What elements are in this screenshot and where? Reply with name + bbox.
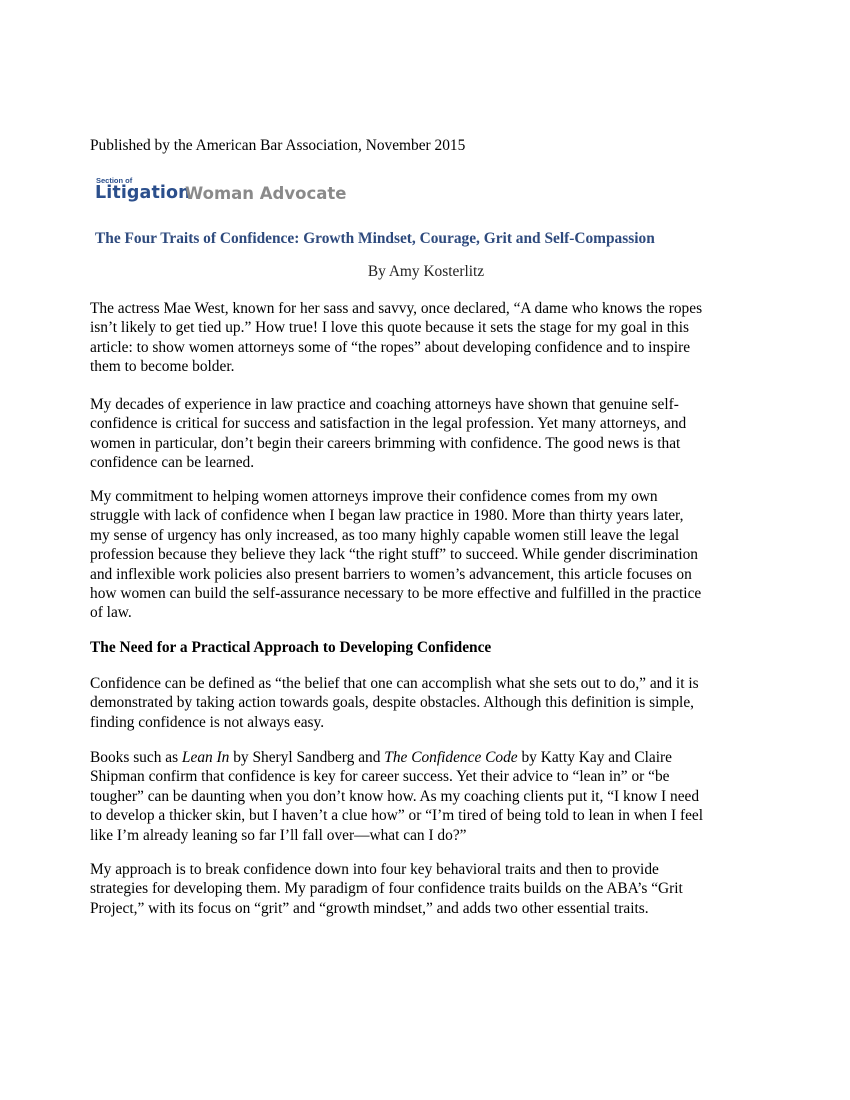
paragraph-line: them to become bolder. xyxy=(90,358,235,376)
paragraph-line: like I’m already leaning so far I’ll fall over—what can I do?” xyxy=(90,826,467,844)
paragraph-line: My commitment to helping women attorneys improve their confidence comes from my own xyxy=(90,488,658,505)
paragraph-line: confidence can be learned. xyxy=(90,454,255,472)
paragraph-line: Shipman confirm that confidence is key for career success. Yet their advice to “lean in” or “be xyxy=(90,768,670,786)
publication-line: Published by the American Bar Association, November 2015 xyxy=(90,137,466,154)
paragraph-line: struggle with lack of confidence when I began law practice in 1980. More than thirty years later, xyxy=(90,507,684,525)
logo-woman-advocate-text: Woman Advocate xyxy=(185,184,347,203)
paragraph-line: My approach is to break confidence down into four key behavioral traits and then to provide xyxy=(90,861,659,878)
section-of-litigation-logo xyxy=(95,177,355,207)
paragraph-2 xyxy=(90,395,762,473)
paragraph-line: confidence is critical for success and satisfaction in the legal profession. Yet many attorneys, and xyxy=(90,415,687,433)
article-title: The Four Traits of Confidence: Growth Mindset, Courage, Grit and Self-Compassion xyxy=(95,230,655,247)
logo-litigation-text: Litigation xyxy=(95,183,191,203)
text-run: by Katty Kay and Claire xyxy=(517,749,672,766)
book-title-confidence-code: The Confidence Code xyxy=(384,749,518,766)
text-run: Books such as xyxy=(90,749,182,766)
paragraph-line: profession because they believe they lack “the right stuff” to succeed. While gender discrimination xyxy=(90,546,699,564)
paragraph-line: My decades of experience in law practice and coaching attorneys have shown that genuine self- xyxy=(90,396,679,413)
paragraph-line: Project,” with its focus on “grit” and “growth mindset,” and adds two other essential traits. xyxy=(90,899,649,917)
paragraph-1 xyxy=(90,299,762,377)
paragraph-line: finding confidence is not always easy. xyxy=(90,713,325,731)
paragraph-6 xyxy=(90,860,762,918)
paragraph-line: my sense of urgency has only increased, as too many highly capable women still leave the legal xyxy=(90,526,680,544)
logo-section-of-text: Section of xyxy=(96,176,133,185)
book-title-lean-in: Lean In xyxy=(181,749,230,766)
paragraph-line: article: to show women attorneys some of “the ropes” about developing confidence and to inspire xyxy=(90,338,691,356)
paragraph-line: and inflexible work policies also present barriers to women’s advancement, this article focuses on xyxy=(90,565,692,583)
paragraph-line: Confidence can be defined as “the belief that one can accomplish what she sets out to do,” and it is xyxy=(90,675,699,692)
paragraph-line xyxy=(90,748,762,767)
paragraph-line: tougher” can be daunting when you don’t know how. As my coaching clients put it, “I know I need xyxy=(90,787,700,805)
paragraph-line: how women can build the self-assurance necessary to be more effective and fulfilled in the practice xyxy=(90,585,702,603)
section-heading: The Need for a Practical Approach to Developing Confidence xyxy=(90,639,492,656)
paragraph-line: The actress Mae West, known for her sass and savvy, once declared, “A dame who knows the ropes xyxy=(90,300,703,317)
paragraph-line: of law. xyxy=(90,604,132,622)
paragraph-line: women in particular, don’t begin their careers brimming with confidence. The good news is that xyxy=(90,434,681,452)
text-run: by Sheryl Sandberg and xyxy=(229,749,385,766)
paragraph-5 xyxy=(90,748,762,845)
paragraph-3 xyxy=(90,487,762,623)
paragraph-line: to develop a thicker skin, but I haven’t a clue how” or “I’m tired of being told to lean in when I feel xyxy=(90,807,704,825)
paragraph-4 xyxy=(90,674,762,732)
paragraph-line: strategies for developing them. My paradigm of four confidence traits builds on the ABA’s “Grit xyxy=(90,880,683,898)
article-byline: By Amy Kosterlitz xyxy=(367,263,485,280)
paragraph-line: isn’t likely to get tied up.” How true! I love this quote because it sets the stage for my goal in this xyxy=(90,319,689,337)
paragraph-line: demonstrated by taking action towards goals, despite obstacles. Although this definition is simple, xyxy=(90,694,694,712)
